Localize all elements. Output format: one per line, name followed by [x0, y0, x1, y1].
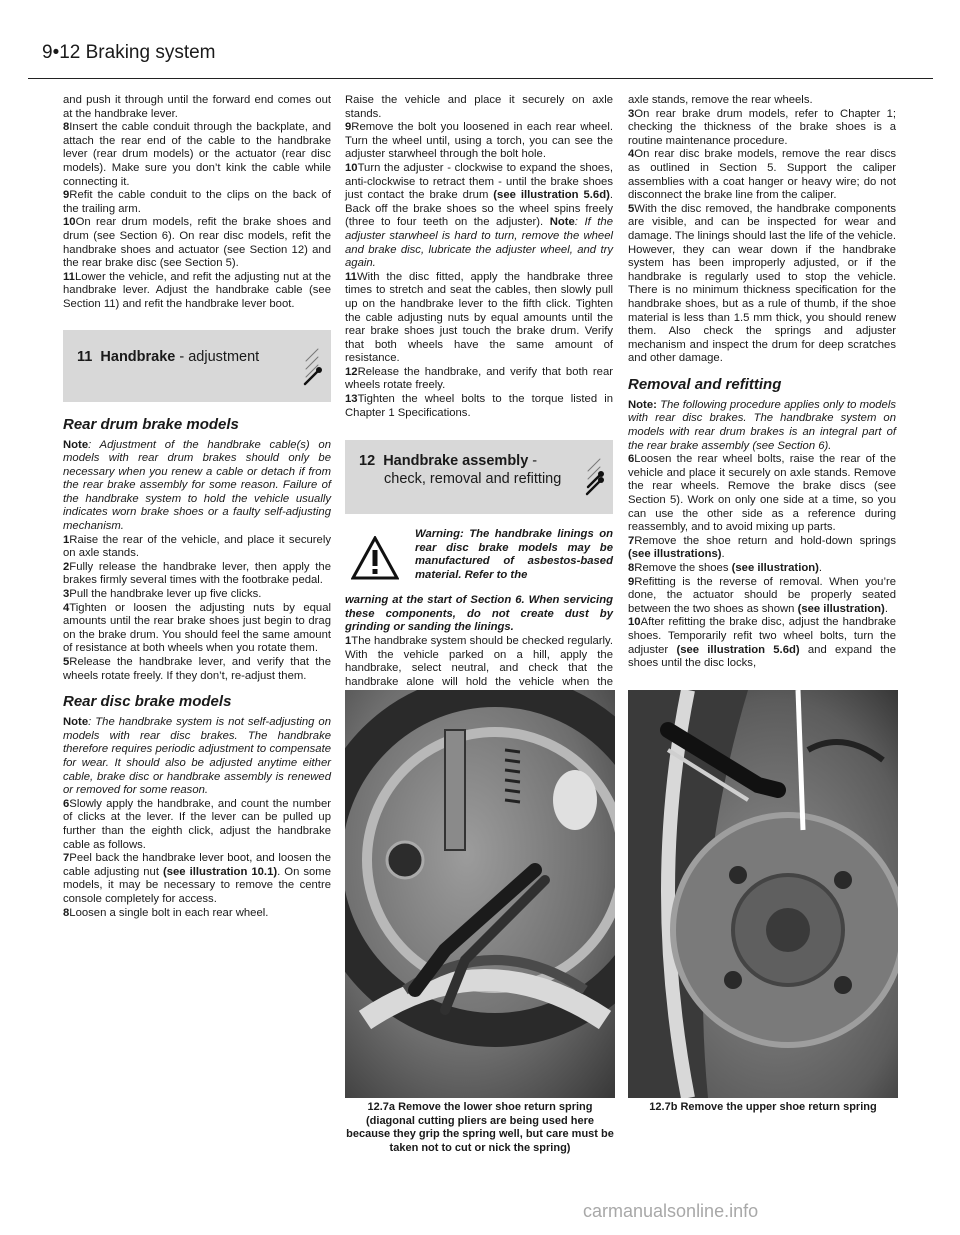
spanner-difficulty-icon — [301, 344, 323, 388]
paragraph: and push it through until the forward end comes out at the handbrake lever. — [63, 94, 331, 120]
step-10: 10Turn the adjuster - clockwise to expand the shoes, anti-clockwise to retract them - until the brake shoes just contact the brake drum (see illustration 5.6d). Back off the brake shoes so the wheel spins freely (three to four teeth on the adjuster). Note: If the adjuster starwheel is hard to turn, remove the wheel and brake disc, lubricate the adjuster wheel, and try again. — [345, 161, 613, 270]
caption-12-7b: 12.7b Remove the upper shoe return spring — [649, 1101, 877, 1113]
note-disc: Note: The handbrake system is not self-adjusting on models with rear disc brakes. The handbrake therefore requires periodic adjustment to compensate for wear. It should also be adjusted anytime either cable, brake disc or handbrake assembly is renewed or removed for some reason. — [63, 716, 331, 797]
photo-12-7b — [628, 690, 898, 1098]
caption-12-7a: 12.7a Remove the lower shoe return spring (diagonal cutting pliers are being used here because they grip the spring well, but care must be taken not to cut or nick the spring) — [346, 1101, 614, 1154]
watermark: carmanualsonline.info — [583, 1201, 759, 1221]
spanner-difficulty-icon — [583, 454, 605, 498]
warning-block: Warning: The handbrake linings on rear disc brake models may be manufactured of asbestos-based material. Refer to the — [345, 528, 613, 594]
step-13: 13Tighten the wheel bolts to the torque listed in Chapter 1 Specifications. — [345, 393, 613, 419]
note-drum: Note: Adjustment of the handbrake cable(s) on models with rear drum brakes should only be necessary when you renew a cable or detach if from the rear brake assembly for some reason. Failure of the handbrake system to hold the vehicle usually indicates worn brake shoes or a faulty self-adjusting mechanism. — [63, 438, 331, 533]
step-7: 7Peel back the handbrake lever boot, and loosen the cable adjusting nut (see illustration 10.1). On some models, it may be necessary to remove the centre console completely for access. — [63, 852, 331, 905]
step-5: 5Release the handbrake lever, and verify that the wheels rotate freely. If they don’t, re-adjust them. — [63, 656, 331, 682]
step-10: 10On rear drum models, refit the brake shoes and drum (see Section 6). On rear disc models, refit the handbrake shoes and actuator (see Section 12) and the rear brake disc (see Section 5). — [63, 216, 331, 270]
step-9: 9Refit the cable conduit to the clips on the back of the trailing arm. — [63, 189, 331, 215]
step-1: 1Raise the rear of the vehicle, and place it securely on axle stands. — [63, 533, 331, 560]
paragraph: Raise the vehicle and place it securely on axle stands. — [345, 94, 613, 120]
step-11: 11With the disc fitted, apply the handbrake three times to stretch and seat the cables, then slowly pull up on the handbrake lever to the fifth click. Tighten the cable adjusting nuts by equal amounts until the rear brake shoes just touch the brake drum. Verify that both wheels have the same amount of resistance. — [345, 270, 613, 365]
step-3: 3On rear brake drum models, refer to Chapter 1; checking the thickness of the brake shoes is a routine maintenance procedure. — [628, 107, 896, 147]
step-4: 4On rear disc brake models, remove the rear discs as outlined in Section 5. Support the caliper assemblies with a coat hanger or heavy wire; do not disconnect the brake line from the caliper. — [628, 148, 896, 202]
section-12-heading: 12 Handbrake assembly - check, removal and refitting — [345, 440, 613, 514]
column-3 — [628, 94, 896, 671]
step-6: 6Slowly apply the handbrake, and count the number of clicks at the lever. If the lever can be pulled up further than the eighth click, adjust the handbrake cable as follows. — [63, 797, 331, 851]
step-10: 10After refitting the brake disc, adjust the handbrake shoes. Temporarily refit two wheel bolts, turn the adjuster (see illustration 5.6d) and expand the shoes until the disc locks, — [628, 616, 896, 670]
column-1 — [63, 94, 331, 920]
heading-removal: Removal and refitting — [628, 375, 782, 393]
step-9: 9Refitting is the reverse of removal. When you’re done, the actuator should be properly seated between the two shoes as shown (see illustration). — [628, 575, 896, 615]
step-9: 9Remove the bolt you loosened in each rear wheel. Turn the wheel until, using a torch, you can see the adjuster starwheel through the bolt hole. — [345, 121, 613, 161]
note-removal: Note: The following procedure applies only to models with rear disc brakes. The handbrake system on models with rear drum brakes is an integral part of the rear brake assembly (see Section 6). — [628, 398, 896, 452]
step-4: 4Tighten or loosen the adjusting nuts by equal amounts until the rear brake shoes just begin to drag on the brake drum. You should feel the same amount of resistance at both wheels when you rotate them. — [63, 601, 331, 655]
step-8: 8Remove the shoes (see illustration). — [628, 562, 823, 574]
heading-rear-drum: Rear drum brake models — [63, 415, 239, 433]
step-1: 1The handbrake system should be checked regularly. With the vehicle parked on a hill, apply the handbrake, select neutral, and check that the handbrake alone will hold the vehicle when the — [345, 635, 613, 688]
step-8: 8Insert the cable conduit through the backplate, and attach the rear end of the cable to the handbrake lever (rear drum models) or the actuator (rear disc models). Make sure you don’t kink the cable while connecting it. — [63, 121, 331, 188]
step-11: 11Lower the vehicle, and refit the adjusting nut at the handbrake lever. Adjust the handbrake cable (see Section 11) and refit the handbrake lever boot. — [63, 270, 331, 310]
heading-rear-disc: Rear disc brake models — [63, 693, 232, 711]
brake-photo-upper-spring — [628, 690, 898, 1098]
step-6: 6Loosen the rear wheel bolts, raise the rear of the vehicle and place it securely on axle stands. Remove the rear wheels. Remove the brake discs (see Section 5). Work on only one side at a time, so you can use the other side as a reference during reassembly, and to avoid mixing up parts. — [628, 453, 896, 534]
photo-12-7a — [345, 690, 615, 1098]
step-12: 12Release the handbrake, and verify that both rear wheels rotate freely. — [345, 365, 613, 392]
column-2 — [345, 94, 613, 757]
warning-triangle-icon — [351, 536, 399, 580]
step-8b: 8Loosen a single bolt in each rear wheel. — [63, 906, 269, 919]
brake-photo-lower-spring — [345, 690, 615, 1098]
section-11-heading: 11 Handbrake - adjustment — [63, 330, 331, 402]
paragraph: axle stands, remove the rear wheels. — [628, 94, 813, 106]
step-5: 5With the disc removed, the handbrake components are visible, and can be inspected for wear and damage. The linings should last the life of the vehicle. However, they can wear down if the handbrake system has been improperly adjusted, or if the handbrake is regularly used to stop the vehicle. There is no minimum thickness specification for the handbrake shoes, but as a rule of thumb, if the shoe material is less than 1.5 mm thick, you should renew them. Also check the springs and adjuster mechanism and inspect the drum for deep scratches and other damage. — [628, 202, 896, 365]
warning-text: warning at the start of Section 6. When servicing these components, do not create dust by grinding or sanding the linings. — [345, 594, 613, 634]
step-3: 3Pull the handbrake lever up five clicks. — [63, 588, 262, 601]
step-2: 2Fully release the handbrake lever, then apply the brakes firmly several times with the footbrake pedal. — [63, 560, 331, 587]
step-7: 7Remove the shoe return and hold-down springs (see illustrations). — [628, 534, 896, 561]
page-header — [28, 38, 933, 79]
page-title: 9•12 Braking system — [42, 42, 216, 63]
